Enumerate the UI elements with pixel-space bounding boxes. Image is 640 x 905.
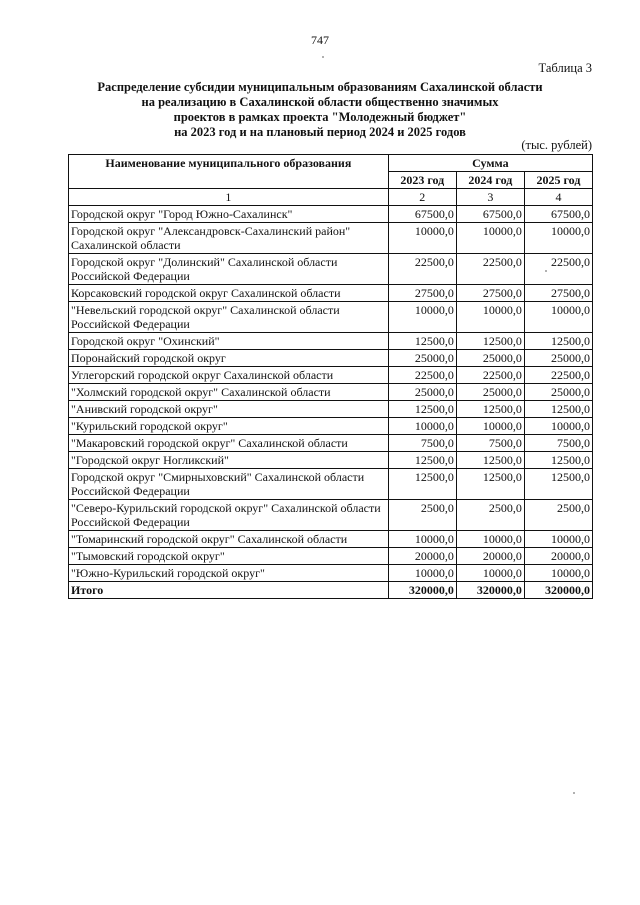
- value-2024: 7500,0: [456, 435, 524, 452]
- table-row: [69, 469, 593, 500]
- value-2024: 20000,0: [456, 548, 524, 565]
- header-sum: Сумма: [388, 155, 592, 172]
- municipality-name: Углегорский городской округ Сахалинской области: [69, 367, 389, 384]
- municipality-name: "Анивский городской округ": [69, 401, 389, 418]
- value-2023: 2500,0: [388, 500, 456, 531]
- value-2024: 10000,0: [456, 302, 524, 333]
- value-2023: 20000,0: [388, 548, 456, 565]
- table-row: [69, 565, 593, 582]
- municipality-name: Городской округ "Долинский" Сахалинской области Российской Федерации: [69, 254, 389, 285]
- value-2025: 10000,0: [524, 531, 592, 548]
- municipality-name: "Северо-Курильский городской округ" Сахалинской области Российской Федерации: [69, 500, 389, 531]
- value-2023: 25000,0: [388, 384, 456, 401]
- value-2024: 10000,0: [456, 223, 524, 254]
- value-2024: 12500,0: [456, 469, 524, 500]
- total-label: Итого: [69, 582, 389, 599]
- column-number: 3: [456, 189, 524, 206]
- value-2023: 10000,0: [388, 531, 456, 548]
- table-row: [69, 333, 593, 350]
- municipality-name: "Курильский городской округ": [69, 418, 389, 435]
- value-2024: 12500,0: [456, 452, 524, 469]
- value-2023: 22500,0: [388, 254, 456, 285]
- value-2025: 67500,0: [524, 206, 592, 223]
- municipality-name: "Невельский городской округ" Сахалинской области Российской Федерации: [69, 302, 389, 333]
- header-year-2023: 2023 год: [388, 172, 456, 189]
- value-2024: 27500,0: [456, 285, 524, 302]
- total-row: [69, 582, 593, 599]
- table-row: [69, 531, 593, 548]
- municipality-name: "Южно-Курильский городской округ": [69, 565, 389, 582]
- value-2024: 22500,0: [456, 254, 524, 285]
- total-2025: 320000,0: [524, 582, 592, 599]
- table-row: [69, 302, 593, 333]
- municipality-name: Городской округ "Охинский": [69, 333, 389, 350]
- value-2024: 10000,0: [456, 418, 524, 435]
- value-2025: 10000,0: [524, 302, 592, 333]
- value-2024: 10000,0: [456, 531, 524, 548]
- value-2025: 10000,0: [524, 565, 592, 582]
- value-2023: 10000,0: [388, 418, 456, 435]
- value-2025: 22500,0: [524, 254, 592, 285]
- value-2024: 12500,0: [456, 333, 524, 350]
- table-row: [69, 285, 593, 302]
- subsidy-table: [68, 154, 593, 599]
- title-line: на реализацию в Сахалинской области общественно значимых: [141, 95, 499, 109]
- municipality-name: Корсаковский городской округ Сахалинской области: [69, 285, 389, 302]
- value-2023: 27500,0: [388, 285, 456, 302]
- municipality-name: Городской округ "Смирныховский" Сахалинской области Российской Федерации: [69, 469, 389, 500]
- value-2024: 25000,0: [456, 384, 524, 401]
- table-row: [69, 350, 593, 367]
- value-2023: 12500,0: [388, 469, 456, 500]
- units-label: (тыс. рублей): [521, 138, 592, 152]
- title-line: проектов в рамках проекта "Молодежный бюджет": [173, 110, 467, 124]
- value-2025: 7500,0: [524, 435, 592, 452]
- table-row: [69, 500, 593, 531]
- value-2025: 10000,0: [524, 223, 592, 254]
- header-year-2024: 2024 год: [456, 172, 524, 189]
- value-2024: 12500,0: [456, 401, 524, 418]
- value-2025: 12500,0: [524, 333, 592, 350]
- value-2025: 10000,0: [524, 418, 592, 435]
- value-2023: 10000,0: [388, 223, 456, 254]
- value-2023: 67500,0: [388, 206, 456, 223]
- scan-speck: [573, 792, 575, 794]
- value-2025: 27500,0: [524, 285, 592, 302]
- municipality-name: Городской округ "Город Южно-Сахалинск": [69, 206, 389, 223]
- value-2023: 7500,0: [388, 435, 456, 452]
- value-2024: 22500,0: [456, 367, 524, 384]
- table-row: [69, 384, 593, 401]
- table-row: [69, 418, 593, 435]
- value-2023: 22500,0: [388, 367, 456, 384]
- value-2024: 2500,0: [456, 500, 524, 531]
- document-title: [0, 80, 640, 140]
- value-2024: 10000,0: [456, 565, 524, 582]
- municipality-name: "Городской округ Ногликский": [69, 452, 389, 469]
- title-line: Распределение субсидии муниципальным образованиям Сахалинской области: [97, 80, 543, 94]
- municipality-name: Городской округ "Александровск-Сахалинский район" Сахалинской области: [69, 223, 389, 254]
- value-2025: 25000,0: [524, 350, 592, 367]
- scan-speck: [322, 56, 324, 58]
- value-2025: 2500,0: [524, 500, 592, 531]
- header-name: Наименование муниципального образования: [69, 155, 389, 189]
- table-row: [69, 206, 593, 223]
- value-2025: 20000,0: [524, 548, 592, 565]
- value-2023: 12500,0: [388, 333, 456, 350]
- column-number: 2: [388, 189, 456, 206]
- municipality-name: "Тымовский городской округ": [69, 548, 389, 565]
- table-row: [69, 401, 593, 418]
- municipality-name: "Томаринский городской округ" Сахалинской области: [69, 531, 389, 548]
- table-row: [69, 435, 593, 452]
- column-number: 1: [69, 189, 389, 206]
- value-2023: 10000,0: [388, 302, 456, 333]
- table-row: [69, 548, 593, 565]
- municipality-name: "Холмский городской округ" Сахалинской области: [69, 384, 389, 401]
- value-2025: 12500,0: [524, 452, 592, 469]
- table-row: [69, 223, 593, 254]
- value-2025: 22500,0: [524, 367, 592, 384]
- value-2023: 12500,0: [388, 401, 456, 418]
- municipality-name: Поронайский городской округ: [69, 350, 389, 367]
- total-2024: 320000,0: [456, 582, 524, 599]
- value-2024: 25000,0: [456, 350, 524, 367]
- value-2023: 10000,0: [388, 565, 456, 582]
- column-number: 4: [524, 189, 592, 206]
- value-2025: 25000,0: [524, 384, 592, 401]
- total-2023: 320000,0: [388, 582, 456, 599]
- value-2025: 12500,0: [524, 469, 592, 500]
- header-year-2025: 2025 год: [524, 172, 592, 189]
- scan-speck: [438, 400, 440, 402]
- table-label: Таблица 3: [538, 61, 592, 75]
- value-2025: 12500,0: [524, 401, 592, 418]
- table-row: [69, 452, 593, 469]
- table-row: [69, 367, 593, 384]
- table-body: [69, 206, 593, 582]
- table-row: [69, 254, 593, 285]
- title-line: на 2023 год и на плановый период 2024 и 2025 годов: [174, 125, 466, 139]
- value-2023: 12500,0: [388, 452, 456, 469]
- value-2023: 25000,0: [388, 350, 456, 367]
- page-number: 747: [311, 33, 329, 47]
- municipality-name: "Макаровский городской округ" Сахалинской области: [69, 435, 389, 452]
- value-2024: 67500,0: [456, 206, 524, 223]
- scan-speck: [545, 270, 547, 272]
